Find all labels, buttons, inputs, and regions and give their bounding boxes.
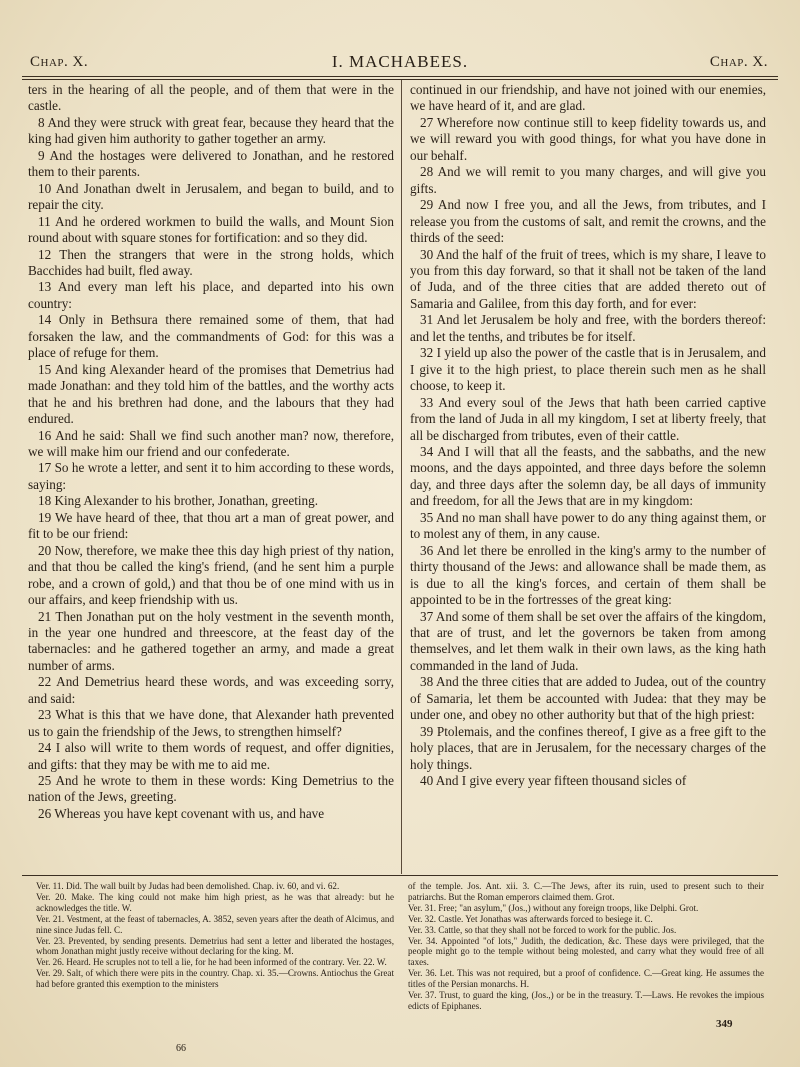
verse-15: 15 And king Alexander heard of the promises that Demetrius had made Jonathan: and they told him of the battles, and the worthy acts that he and his brethren had done, and the labours that they had endured. — [28, 361, 394, 427]
footnote: Ver. 33. Cattle, so that they shall not be forced to work for the public. Jos. — [408, 924, 677, 935]
verse-12: 12 Then the strangers that were in the strong holds, which Bacchides had built, fled away. — [28, 246, 394, 278]
verse-continuation: ters in the hearing of all the people, and of them that were in the castle. — [28, 82, 394, 114]
verse-8: 8 And they were struck with great fear, because they heard that the king had given him authority to gather together an army. — [28, 114, 394, 147]
verse-continuation: continued in our friendship, and have not joined with our enemies, we have heard of it, and are glad. — [410, 82, 766, 114]
verse-32: 32 I yield up also the power of the castle that is in Jerusalem, and I give it to the high priest, to place therein such men as he shall choose, to keep it. — [410, 345, 766, 394]
verse-40: 40 And I give every year fifteen thousand sicles of — [420, 773, 687, 789]
verse-23: 23 What is this that we have done, that Alexander hath prevented us to gain the friendship of the Jews, to strengthen himself? — [28, 707, 394, 739]
verse-22: 22 And Demetrius heard these words, and was exceeding sorry, and said: — [28, 674, 394, 706]
verse-9: 9 And the hostages were delivered to Jonathan, and he restored them to their parents. — [28, 147, 394, 180]
right-text-column — [410, 82, 766, 872]
footnote: Ver. 34. Appointed "of lots," Judith, the dedication, &c. These days were privileged, that the people might go to the temple without being molested, and carry what they would free of all taxes. — [408, 935, 764, 968]
verse-14: 14 Only in Bethsura there remained some of them, that had forsaken the law, and the commandments of God: for this was a place of refuge for them. — [28, 312, 394, 361]
verse-17: 17 So he wrote a letter, and sent it to him according to these words, saying: — [28, 460, 394, 492]
verse-30: 30 And the half of the fruit of trees, which is my share, I leave to you from this day forward, so that it shall not be taken of the land of Juda, and of the three cities that are added thereto out of Samaria and Galilee, from this day forth, and for ever: — [410, 246, 766, 311]
header-rule — [22, 76, 778, 80]
verse-29: 29 And now I free you, and all the Jews, from tributes, and I release you from the customs of salt, and remit the crowns, and the thirds of the seed: — [410, 197, 766, 246]
footnotes-right — [408, 881, 764, 1041]
verse-20: 20 Now, therefore, we make thee this day high priest of thy nation, and that thou be called the king's friend, (and he sent him a purple robe, and a crown of gold,) and that thou be of one mind with us in our affairs, and keep friendship with us. — [28, 542, 394, 608]
book-title: I. MACHABEES. — [331, 52, 469, 71]
verse-11: 11 And he ordered workmen to build the walls, and Mount Sion round about with square stones for fortification: and so they did. — [28, 213, 394, 246]
chapter-label-right: Chap. X. — [709, 54, 768, 70]
verse-31: 31 And let Jerusalem be holy and free, with the borders thereof: and let the tenths, and tributes be for itself. — [410, 312, 766, 344]
verse-33: 33 And every soul of the Jews that hath been carried captive from the land of Juda in all my kingdom, I set at liberty freely, that all be discharged from tributes, even of their cattle. — [410, 394, 766, 443]
footnote: of the temple. Jos. Ant. xii. 3. C.—The Jews, after its ruin, used to present such to their patriarchs. But the Roman emperors claimed them. Grot. — [408, 881, 764, 902]
verse-19: 19 We have heard of thee, that thou art a man of great power, and fit to be our friend: — [28, 509, 394, 542]
verse-36: 36 And let there be enrolled in the king's army to the number of thirty thousand of the Jews: and allowance shall be made them, as is due to all the king's forces, and certain of them shall be appointed to be in the fortresses of the great king: — [410, 542, 766, 608]
verse-21: 21 Then Jonathan put on the holy vestment in the seventh month, in the year one hundred and threescore, at the feast day of the tabernacles: and he gathered together an army, and made a great number of arms. — [28, 608, 394, 673]
running-header — [20, 50, 780, 76]
verse-38: 38 And the three cities that are added to Judea, out of the country of Samaria, let them be accounted with Judea: that they may be under one, and obey no other authority but that of the high priest: — [410, 674, 766, 723]
footnotes-left — [36, 881, 394, 1041]
verse-25: 25 And he wrote to them in these words: King Demetrius to the nation of the Jews, greeting. — [28, 773, 394, 805]
footnote: Ver. 36. Let. This was not required, but a proof of confidence. C.—Great king. He assumes the titles of the Persian monarchs. H. — [408, 968, 764, 990]
verse-16: 16 And he said: Shall we find such another man? now, therefore, we will make him our friend and our confederate. — [28, 427, 394, 459]
column-divider — [401, 80, 402, 874]
verse-26: 26 Whereas you have kept covenant with us, and have — [38, 805, 325, 821]
footnote: Ver. 23. Prevented, by sending presents. Demetrius had sent a letter and liberated the hostages, whom Jonathan might justly receive without declaring for the king. M. — [36, 935, 394, 957]
footnote: Ver. 26. Heard. He scruples not to tell a lie, for he had been informed of the contrary. Ver. 22. W. — [36, 957, 387, 968]
verse-24: 24 I also will write to them words of request, and offer dignities, and gifts: that they may be with me to aid me. — [28, 740, 394, 772]
footnote: Ver. 32. Castle. Yet Jonathas was afterwards forced to besiege it. C. — [408, 913, 653, 924]
verse-34: 34 And I will that all the feasts, and the sabbaths, and the new moons, and the days appointed, and three days before the solemn day, and three days after the solemn day, be all days of immunity and freedom, for all the Jews that are in my kingdom: — [410, 443, 766, 509]
chapter-label-left: Chap. X. — [30, 54, 89, 70]
verse-18: 18 King Alexander to his brother, Jonathan, greeting. — [38, 493, 319, 509]
verse-10: 10 And Jonathan dwelt in Jerusalem, and began to build, and to repair the city. — [28, 180, 394, 213]
verse-35: 35 And no man shall have power to do any thing against them, or to molest any of them, in any cause. — [410, 509, 766, 542]
verse-27: 27 Wherefore now continue still to keep fidelity towards us, and we will reward you with good things, for what you have done in our behalf. — [410, 114, 766, 163]
footnote: Ver. 29. Salt, of which there were pits in the country. Chap. xi. 35.—Crowns. Antiochus the Great had before granted this exemption to the ministers — [36, 968, 394, 990]
verse-28: 28 And we will remit to you many charges, and will give you gifts. — [410, 164, 766, 196]
page-number: 349 — [716, 1018, 733, 1030]
signature-mark: 66 — [176, 1043, 186, 1054]
left-text-column — [28, 82, 394, 872]
footnote: Ver. 11. Did. The wall built by Judas had been demolished. Chap. iv. 60, and vi. 62. — [36, 881, 340, 891]
verse-13: 13 And every man left his place, and departed into his own country: — [28, 279, 394, 311]
verse-39: 39 Ptolemais, and the confines thereof, I give as a free gift to the holy places, that are in Jerusalem, for the necessary charges of the holy things. — [410, 723, 766, 772]
footnote: Ver. 20. Make. The king could not make him high priest, as he was that already: but he acknowledges the title. W. — [36, 891, 394, 913]
footnote: Ver. 37. Trust, to guard the king, (Jos.,) or be in the treasury. T.—Laws. He revokes the impious edicts of Epiphanes. — [408, 990, 764, 1011]
footnote: Ver. 21. Vestment, at the feast of tabernacles, A. 3852, seven years after the death of Alcimus, and nine since Judas fell. C. — [36, 913, 394, 935]
footnote-rule — [22, 875, 778, 876]
verse-37: 37 And some of them shall be set over the affairs of the kingdom, that are of trust, and let the governors be taken from among themselves, and let them walk in their own laws, as the king hath commanded in the land of Juda. — [410, 608, 766, 673]
footnote: Ver. 31. Free; "an asylum," (Jos.,) without any foreign troops, like Delphi. Grot. — [408, 902, 699, 913]
